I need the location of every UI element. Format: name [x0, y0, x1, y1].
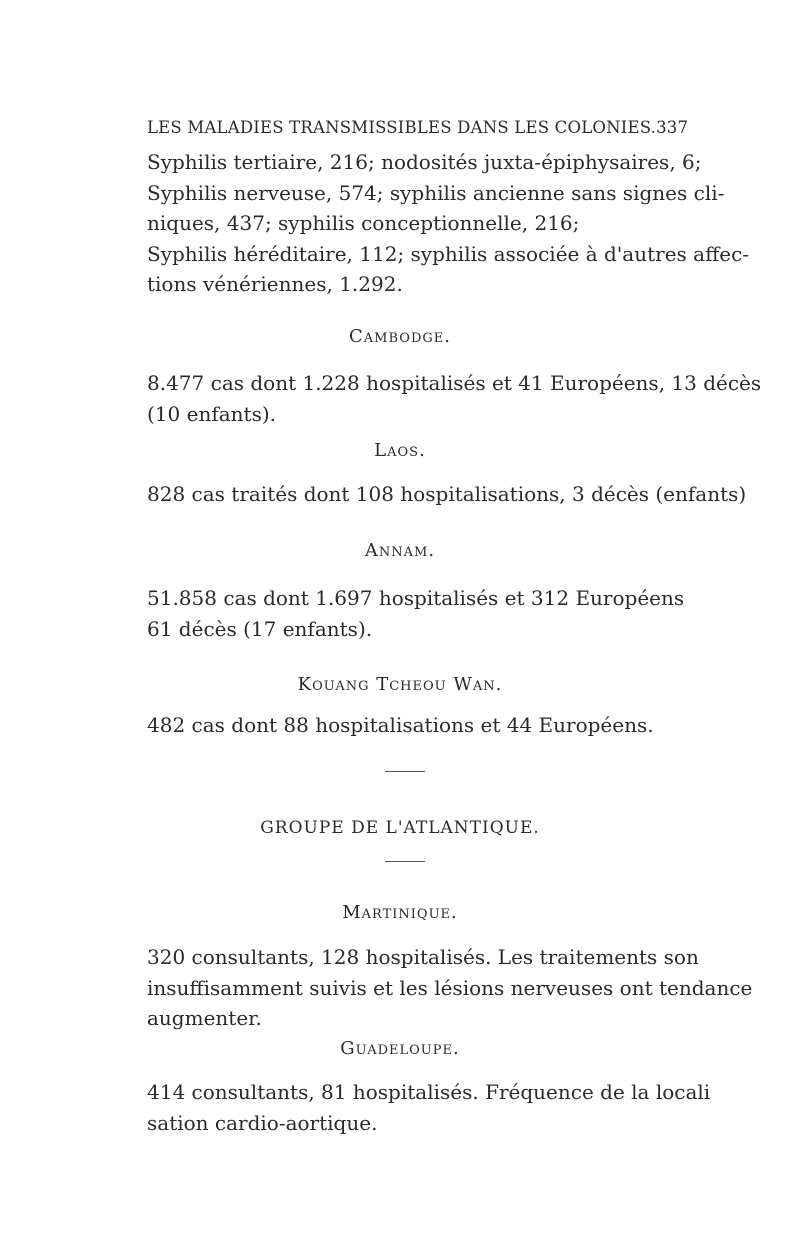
section-heading-martinique: Martinique. — [342, 902, 458, 923]
section-heading-laos: Laos. — [374, 440, 426, 461]
cambodge-paragraph — [147, 368, 762, 429]
annam-paragraph — [147, 583, 685, 644]
text-line: niques, 437; syphilis conceptionnelle, 216; — [147, 211, 580, 235]
kouang-paragraph — [147, 710, 677, 741]
text-line: 8.477 cas dont 1.228 hospitalisés et 41 Européens, 13 décès — [147, 371, 762, 395]
text-line: insuffisamment suivis et les lésions nerveuses ont tendance — [147, 975, 753, 1000]
syphilis-paragraph — [147, 147, 750, 300]
section-heading-annam: Annam. — [364, 540, 436, 561]
text-line: 414 consultants, 81 hospitalisés. Fréquence de la locali — [147, 1080, 711, 1104]
text-line: tions vénériennes, 1.292. — [147, 272, 403, 296]
divider-rule — [385, 861, 425, 862]
text-line: sation cardio-aortique. — [147, 1110, 378, 1135]
text-line: 320 consultants, 128 hospitalisés. Les traitements son — [147, 945, 699, 969]
page-number: 337 — [656, 118, 689, 137]
text-line: 828 cas traités dont 108 hospitalisations, 3 décès (enfants) — [147, 482, 747, 506]
section-heading-kouang-tcheou-wan: Kouang Tcheou Wan. — [297, 674, 503, 695]
guadeloupe-paragraph — [147, 1077, 711, 1138]
text-line: Syphilis héréditaire, 112; syphilis associée à d'autres affec- — [147, 241, 750, 266]
martinique-paragraph — [147, 942, 753, 1034]
laos-paragraph — [147, 479, 747, 510]
text-line: 482 cas dont 88 hospitalisations et 44 Européens. — [147, 713, 654, 737]
running-title: LES MALADIES TRANSMISSIBLES DANS LES COLONIES. — [147, 118, 657, 137]
running-header — [147, 118, 689, 137]
text-line: Syphilis nerveuse, 574; syphilis ancienne sans signes cli- — [147, 180, 725, 205]
text-line: (10 enfants). — [147, 401, 276, 426]
text-line: 51.858 cas dont 1.697 hospitalisés et 312 Européens — [147, 586, 685, 610]
section-heading-cambodge: Cambodge. — [349, 326, 451, 347]
section-heading-guadeloupe: Guadeloupe. — [340, 1038, 460, 1059]
text-line: 61 décès (17 enfants). — [147, 616, 373, 641]
text-line: augmenter. — [147, 1006, 262, 1030]
group-heading-atlantique: GROUPE DE L'ATLANTIQUE. — [260, 818, 540, 838]
divider-rule — [385, 771, 425, 772]
text-line: Syphilis tertiaire, 216; nodosités juxta-épiphysaires, 6; — [147, 150, 702, 174]
